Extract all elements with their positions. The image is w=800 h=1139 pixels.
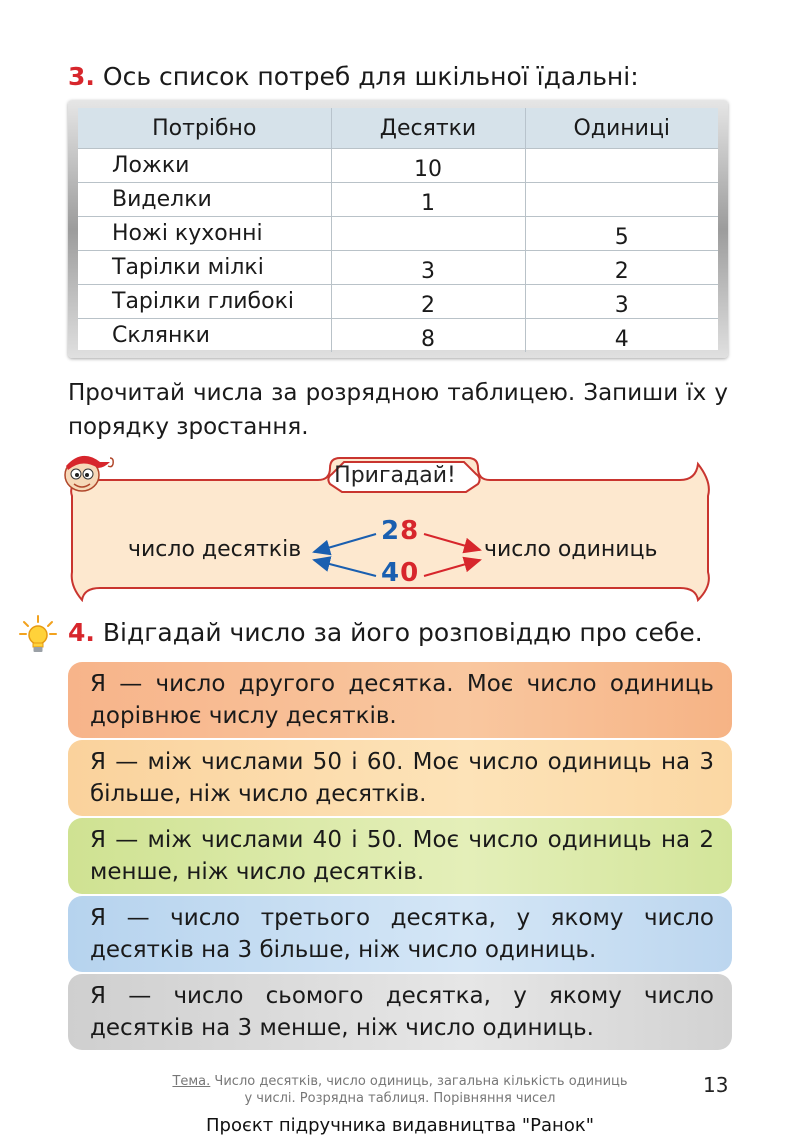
reminder-title: Пригадай!: [334, 463, 456, 488]
row-item: Виделки: [78, 183, 331, 217]
table-row: [78, 183, 718, 217]
needs-table-container: [78, 108, 718, 350]
row-units: 4: [525, 319, 718, 353]
footer-topic: [140, 1073, 660, 1107]
row-tens: 1: [331, 183, 525, 217]
reminder-arrows: [300, 520, 500, 590]
publisher-note: Проєкт підручника видавництва "Ранок": [205, 1115, 594, 1136]
header-needed: Потрібно: [78, 108, 331, 149]
task-4-number: 4.: [68, 618, 95, 647]
row-units: [525, 149, 718, 183]
row-tens: 3: [331, 251, 525, 285]
number-2-units: 0: [400, 558, 420, 588]
number-1-tens: 2: [381, 516, 401, 546]
riddle-card-3: Я — між числами 40 і 50. Моє число одиниць на 2 менше, ніж число десятків.: [68, 818, 732, 894]
table-row: [78, 149, 718, 183]
table-row: [78, 319, 718, 353]
header-tens: Десятки: [331, 108, 525, 149]
row-tens: 10: [331, 149, 525, 183]
footer-topic-line1: Число десятків, число одиниць, загальна кількість одиниць: [210, 1074, 628, 1089]
page-number: 13: [703, 1073, 729, 1097]
row-item: Ножі кухонні: [78, 217, 331, 251]
needs-table: [78, 108, 718, 352]
row-item: Ложки: [78, 149, 331, 183]
footer-topic-line2: у числі. Розрядна таблиця. Порівняння чисел: [244, 1091, 556, 1106]
row-tens: [331, 217, 525, 251]
number-2-tens: 4: [381, 558, 401, 588]
cartoon-face-icon: [60, 450, 120, 496]
table-row: [78, 251, 718, 285]
tens-label: число десятків: [128, 537, 302, 562]
task-4-heading: [68, 618, 703, 647]
units-label: число одиниць: [484, 537, 658, 562]
row-item: Тарілки мілкі: [78, 251, 331, 285]
riddle-card-5: Я — число сьомого десятка, у якому число десятків на 3 менше, ніж число одиниць.: [68, 974, 732, 1050]
row-units: [525, 183, 718, 217]
table-row: [78, 217, 718, 251]
number-1-units: 8: [400, 516, 420, 546]
row-units: 5: [525, 217, 718, 251]
row-item: Тарілки глибокі: [78, 285, 331, 319]
row-units: 3: [525, 285, 718, 319]
task-4-text: Відгадай число за його розповіддю про себе.: [102, 618, 703, 647]
task-3-heading: [68, 62, 639, 91]
row-item: Склянки: [78, 319, 331, 353]
header-units: Одиниці: [525, 108, 718, 149]
row-units: 2: [525, 251, 718, 285]
riddle-card-4: Я — число третього десятка, у якому число десятків на 3 більше, ніж число одиниць.: [68, 896, 732, 972]
table-header-row: [78, 108, 718, 149]
footer-topic-label: Тема.: [172, 1074, 211, 1089]
riddle-card-1: Я — число другого десятка. Моє число одиниць дорівнює числу десятків.: [68, 662, 732, 738]
task-3-text: Ось список потреб для шкільної їдальні:: [102, 62, 639, 91]
task-3-instruction: Прочитай числа за розрядною таблицею. Запиши їх у порядку зростання.: [68, 380, 728, 440]
riddle-card-2: Я — між числами 50 і 60. Моє число одиниць на 3 більше, ніж число десятків.: [68, 740, 732, 816]
task-3-number: 3.: [68, 62, 95, 91]
row-tens: 2: [331, 285, 525, 319]
row-tens: 8: [331, 319, 525, 353]
lightbulb-icon: [18, 614, 58, 658]
table-row: [78, 285, 718, 319]
